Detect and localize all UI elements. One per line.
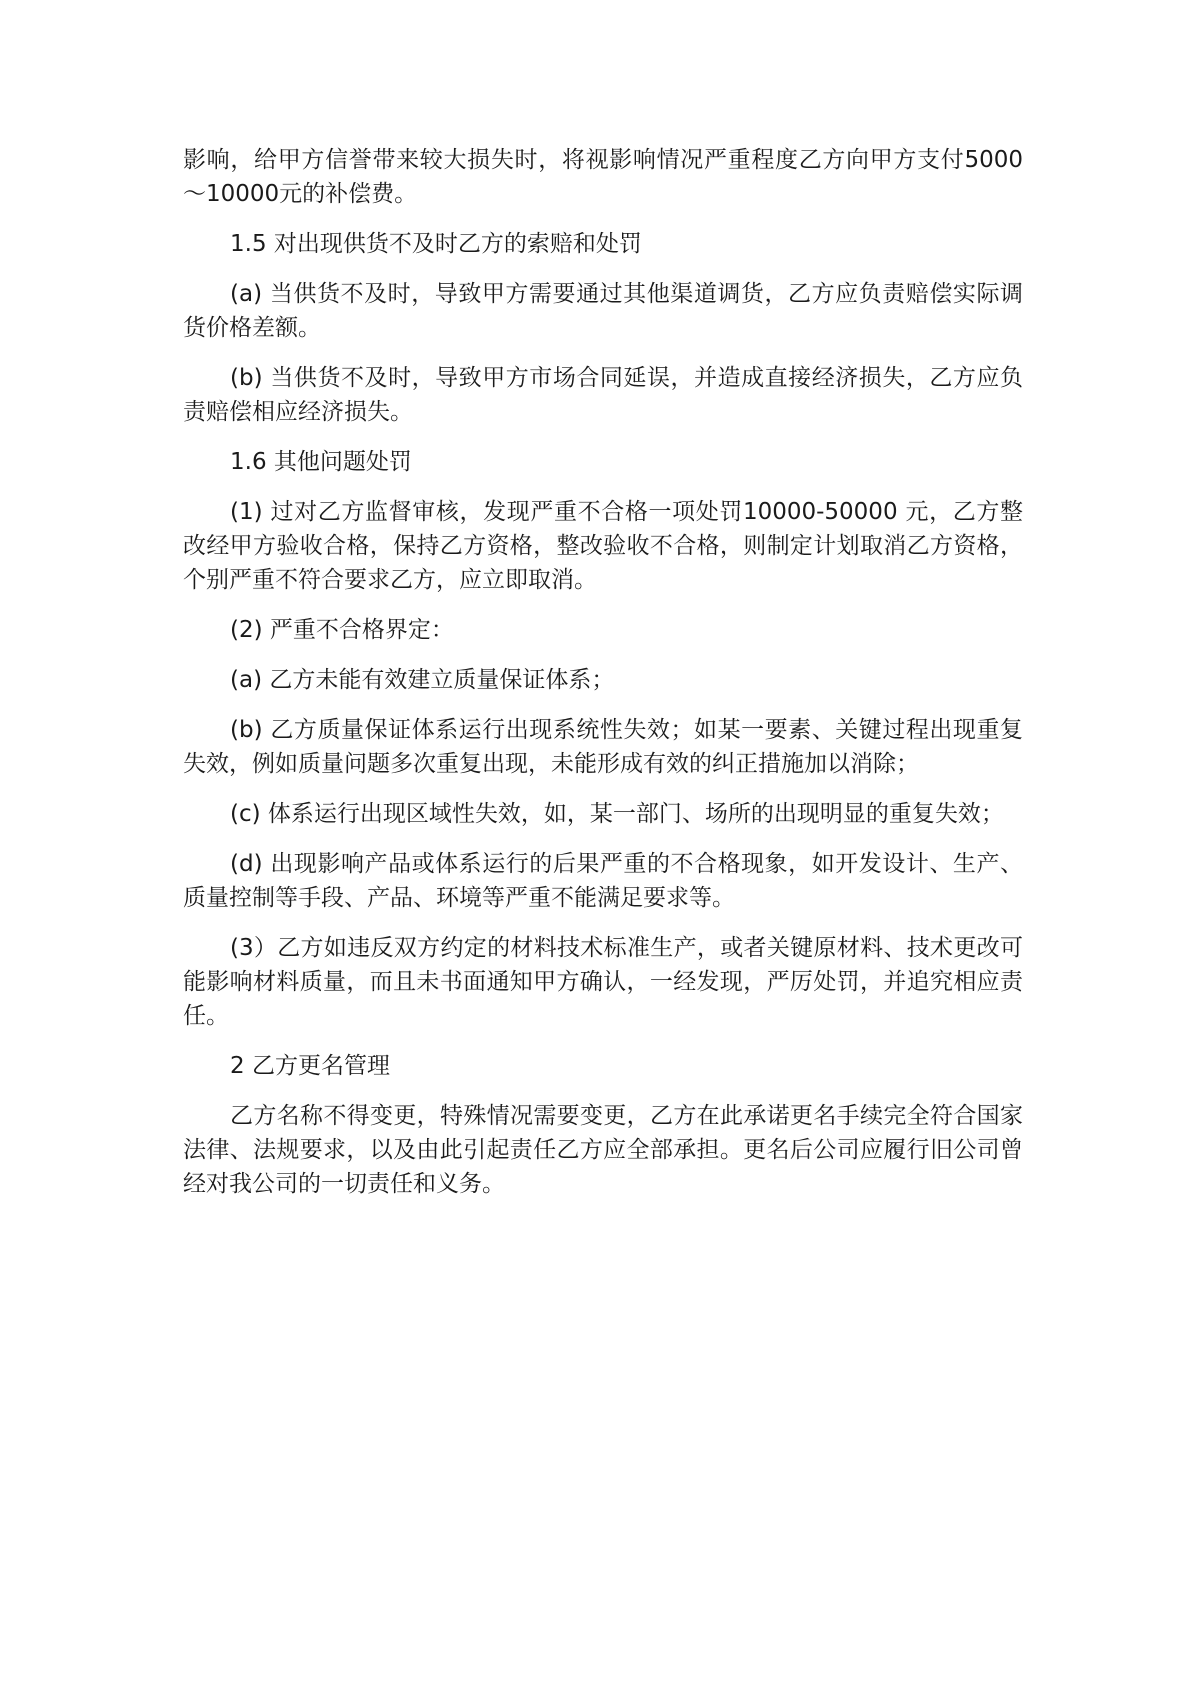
heading-1-6: 1.6 其他问题处罚	[230, 449, 412, 475]
paragraph-1-6-1: (1) 过对乙方监督审核，发现严重不合格一项处罚10000-50000 元，乙方整改经甲方验收合格，保持乙方资格，整改验收不合格，则制定计划取消乙方资格，个别严重不符合要求乙方，应立即取消。	[183, 499, 1023, 593]
paragraph-compensation-continuation: 影响，给甲方信誉带来较大损失时，将视影响情况严重程度乙方向甲方支付5000～10000元的补偿费。	[183, 147, 1023, 207]
paragraph-1-6-2-c: (c) 体系运行出现区域性失效，如，某一部门、场所的出现明显的重复失效；	[230, 801, 1004, 827]
paragraph-2-renaming: 乙方名称不得变更，特殊情况需要变更，乙方在此承诺更名手续完全符合国家法律、法规要求，以及由此引起责任乙方应全部承担。更名后公司应履行旧公司曾经对我公司的一切责任和义务。	[183, 1103, 1023, 1197]
heading-1-5: 1.5 对出现供货不及时乙方的索赔和处罚	[230, 231, 642, 257]
paragraph-1-5-b: (b) 当供货不及时，导致甲方市场合同延误，并造成直接经济损失，乙方应负责赔偿相应经济损失。	[183, 365, 1023, 425]
paragraph-1-6-2-a: (a) 乙方未能有效建立质量保证体系；	[230, 667, 615, 693]
paragraph-1-6-2: (2) 严重不合格界定：	[230, 617, 454, 643]
paragraph-1-6-2-d: (d) 出现影响产品或体系运行的后果严重的不合格现象，如开发设计、生产、质量控制等手段、产品、环境等严重不能满足要求等。	[183, 851, 1023, 911]
heading-2: 2 乙方更名管理	[230, 1053, 390, 1079]
document-body	[183, 143, 1023, 1217]
paragraph-1-5-a: (a) 当供货不及时，导致甲方需要通过其他渠道调货，乙方应负责赔偿实际调货价格差额。	[183, 281, 1023, 341]
paragraph-1-6-2-b: (b) 乙方质量保证体系运行出现系统性失效；如某一要素、关键过程出现重复失效，例如质量问题多次重复出现，未能形成有效的纠正措施加以消除；	[183, 717, 1023, 777]
paragraph-1-6-3: (3）乙方如违反双方约定的材料技术标准生产，或者关键原材料、技术更改可能影响材料质量，而且未书面通知甲方确认，一经发现，严厉处罚，并追究相应责任。	[183, 935, 1023, 1029]
